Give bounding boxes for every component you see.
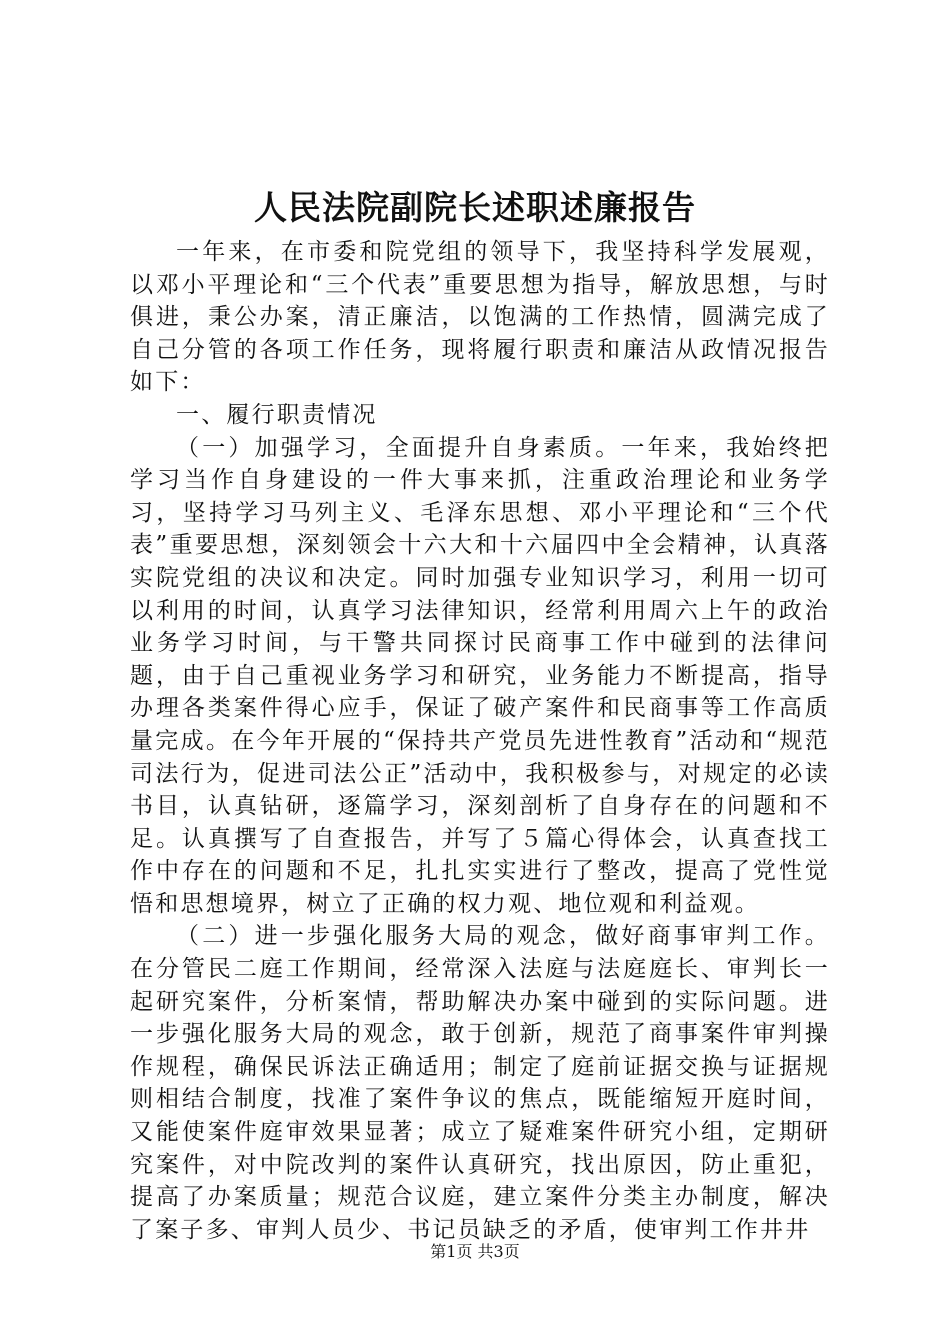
paragraph-intro: 一年来，在市委和院党组的领导下，我坚持科学发展观，以邓小平理论和“三个代表”重要思想为指导，解放思想，与时俱进，秉公办案，清正廉洁，以饱满的工作热情，圆满完成了自己分管的各项工作任务，现将履行职责和廉洁从政情况报告如下： [130, 239, 830, 396]
page-footer: 第1页 共3页 [430, 1242, 520, 1261]
paragraph-commercial-trial: （二）进一步强化服务大局的观念，做好商事审判工作。在分管民二庭工作期间，经常深入法庭与法庭庭长、审判长一起研究案件，分析案情，帮助解决办案中碰到的实际问题。进一步强化服务大局的观念，敢于创新，规范了商事案件审判操作规程，确保民诉法正确适用；制定了庭前证据交换与证据规则相结合制度，找准了案件争议的焦点，既能缩短开庭时间，又能使案件庭审效果显著；成立了疑难案件研究小组，定期研究案件，对中院改判的案件认真研究，找出原因，防止重犯，提高了办案质量；规范合议庭，建立案件分类主办制度，解决了案子多、审判人员少、书记员缺乏的矛盾，使审判工作井井 [130, 923, 830, 1243]
document-title: 人民法院副院长述职述廉报告 [254, 188, 696, 227]
section-heading: 一、履行职责情况 [176, 401, 378, 428]
document-body [130, 236, 830, 1246]
paragraph-study: （一）加强学习，全面提升自身素质。一年来，我始终把学习当作自身建设的一件大事来抓，注重政治理论和业务学习，坚持学习马列主义、毛泽东思想、邓小平理论和“三个代表”重要思想，深刻领会十六大和十六届四中全会精神，认真落实院党组的决议和决定。同时加强专业知识学习，利用一切可以利用的时间，认真学习法律知识，经常利用周六上午的政治业务学习时间，与干警共同探讨民商事工作中碰到的法律问题，由于自己重视业务学习和研究，业务能力不断提高，指导办理各类案件得心应手，保证了破产案件和民商事等工作高质量完成。在今年开展的“保持共产党员先进性教育”活动和“规范司法行为，促进司法公正”活动中，我积极参与，对规定的必读书目，认真钻研，逐篇学习，深刻剖析了自身存在的问题和不足。认真撰写了自查报告，并写了５篇心得体会，认真查找工作中存在的问题和不足，扎扎实实进行了整改，提高了党性觉悟和思想境界，树立了正确的权力观、地位观和利益观。 [130, 434, 830, 917]
